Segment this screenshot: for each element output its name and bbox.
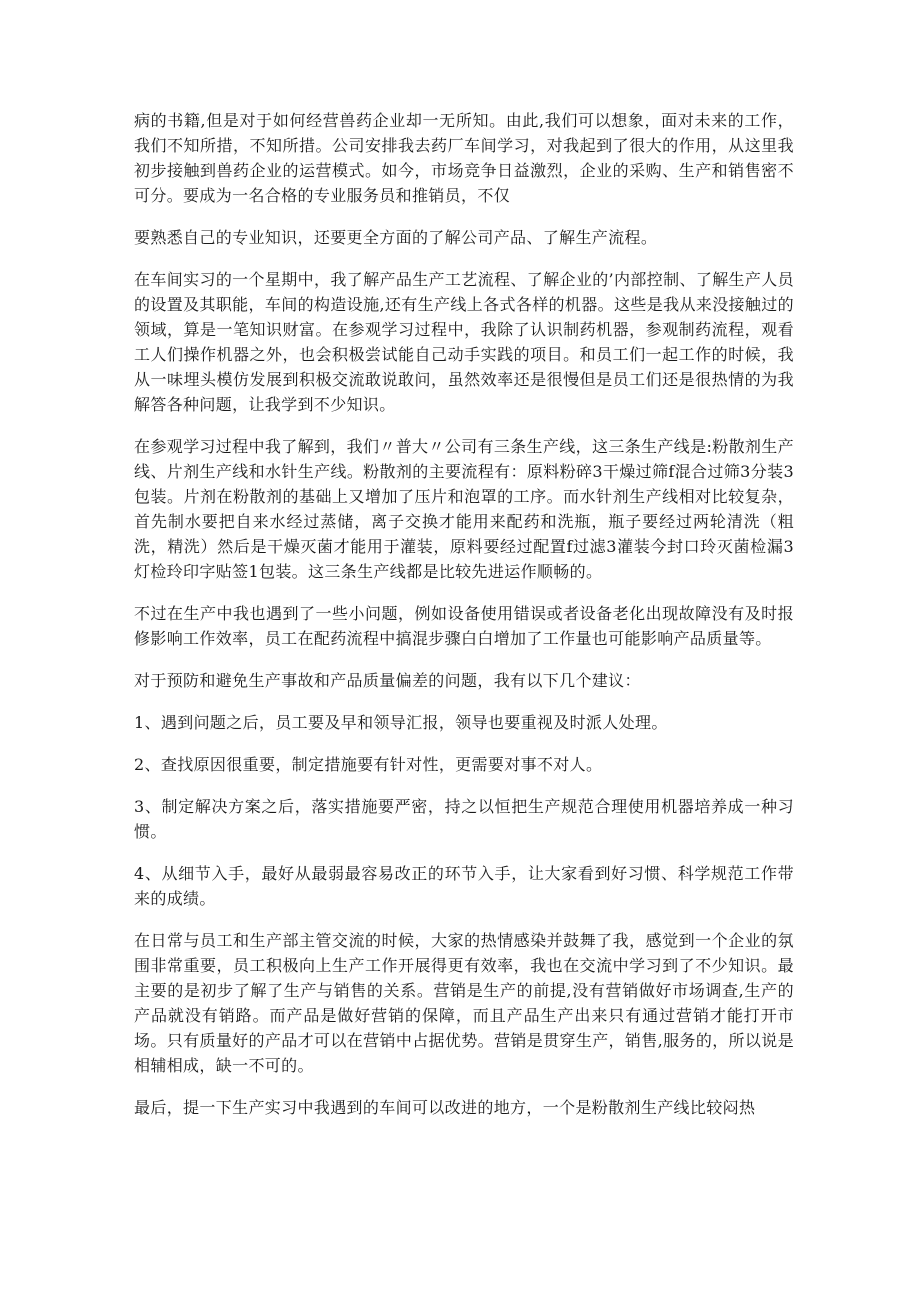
suggestion-item-1: 1、遇到问题之后，员工要及早和领导汇报，领导也要重视及时派人处理。 <box>134 713 668 732</box>
paragraph-suggestions-intro: 对于预防和避免生产事故和产品质量偏差的问题，我有以下几个建议： <box>134 671 641 690</box>
paragraph-knowledge: 要熟悉自己的专业知识，还要更全方面的了解公司产品、了解生产流程。 <box>134 228 658 247</box>
paragraph-problems: 不过在生产中我也遇到了一些小问题，例如设备使用错误或者设备老化出现故障没有及时报修影响工作效率，员工在配药流程中搞混步骤白白增加了工作量也可能影响产品质量等。 <box>134 604 794 648</box>
paragraph-production-lines: 在参观学习过程中我了解到，我们〃普大〃公司有三条生产线，这三条生产线是:粉散剂生产线、片剂生产线和水针生产线。粉散剂的主要流程有：原料粉碎3干燥过筛f混合过筛3分装3包装。片剂在粉散剂的基础上又增加了压片和泡罩的工序。而水针剂生产线相对比较复杂，首先制水要把自来水经过蒸储，离子交换才能用来配药和洗瓶，瓶子要经过两轮清洗（粗洗，精洗）然后是干燥灭菌才能用于灌装，原料要经过配置f过滤3灌装今封口玲灭菌检漏3灯检玲印字贴签1包装。这三条生产线都是比较先进运作顺畅的。 <box>134 437 794 581</box>
suggestion-item-2: 2、查找原因很重要，制定措施要有针对性，更需要对事不对人。 <box>134 755 603 774</box>
paragraph-final: 最后，提一下生产实习中我遇到的车间可以改进的地方，一个是粉散剂生产线比较闷热 <box>134 1098 756 1117</box>
paragraph-intro: 病的书籍,但是对于如何经营兽药企业却一无所知。由此,我们可以想象，面对未来的工作，我们不知所措，不知所措。公司安排我去药厂车间学习，对我起到了很大的作用，从这里我初步接触到兽药企业的运营模式。如今，市场竞争日益激烈，企业的采购、生产和销售密不可分。要成为一名合格的专业服务员和推销员，不仅 <box>134 111 794 205</box>
paragraph-communication: 在日常与员工和生产部主管交流的时候，大家的热情感染并鼓舞了我，感觉到一个企业的氛围非常重要，员工积极向上生产工作开展得更有效率，我也在交流中学习到了不少知识。最主要的是初步了解了生产与销售的关系。营销是生产的前提,没有营销做好市场调查,生产的产品就没有销路。而产品是做好营销的保障，而且产品生产出来只有通过营销才能打开市场。只有质量好的产品才可以在营销中占据优势。营销是贯穿生产，销售,服务的，所以说是相辅相成，缺一不可的。 <box>134 931 794 1075</box>
suggestion-item-3: 3、制定解决方案之后，落实措施要严密，持之以恒把生产规范合理使用机器培养成一种习惯。 <box>134 797 794 841</box>
paragraph-workshop: 在车间实习的一个星期中，我了解产品生产工艺流程、了解企业的’内部控制、了解生产人员的设置及其职能，车间的构造设施,还有生产线上各式各样的机器。这些是我从来没接触过的领域，算是一笔知识财富。在参观学习过程中，我除了认识制药机器，参观制药流程，观看工人们操作机器之外，也会积极尝试能自己动手实践的项目。和员工们一起工作的时候，我从一味埋头模仿发展到积极交流敢说敢问，虽然效率还是很慢但是员工们还是很热情的为我解答各种问题，让我学到不少知识。 <box>134 270 794 414</box>
document-page <box>134 108 794 1137</box>
suggestion-item-4: 4、从细节入手，最好从最弱最容易改正的环节入手，让大家看到好习惯、科学规范工作带来的成绩。 <box>134 864 794 908</box>
